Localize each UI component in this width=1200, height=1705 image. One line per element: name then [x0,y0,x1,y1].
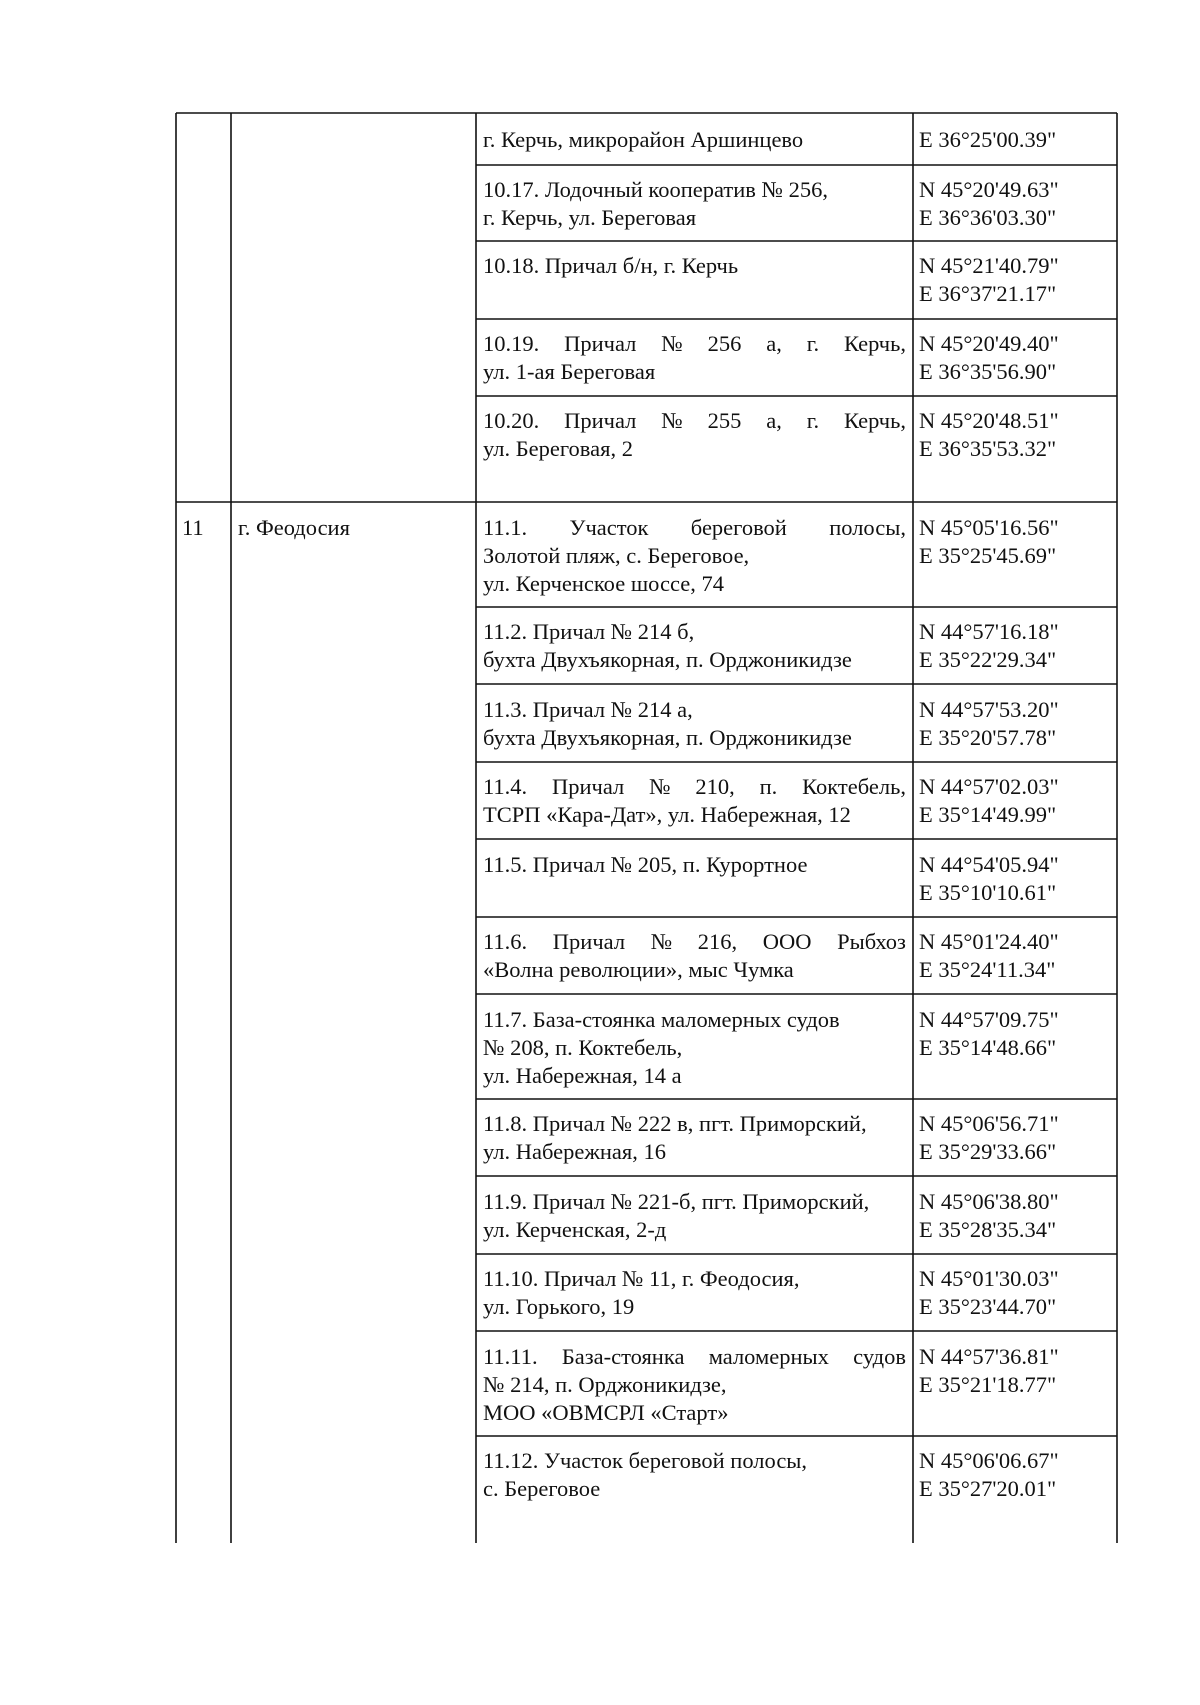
place-line: 10.18. Причал б/н, г. Керчь [483,253,739,278]
place-word: ООО [762,929,812,954]
latitude-value: N 44°57'09.75" [919,1007,1059,1032]
latitude-value: N 45°06'56.71" [919,1111,1059,1136]
place-line [483,330,906,358]
continuation-row-location [483,330,906,386]
group-row-coordinates [919,1006,1059,1062]
place-line: с. Береговое [483,1476,601,1501]
place-line [483,514,906,542]
continuation-row-coordinates [919,176,1059,232]
place-line: бухта Двухъякорная, п. Орджоникидзе [483,725,852,750]
place-word: № [649,774,671,799]
place-word: № [661,331,683,356]
place-line: ул. Горького, 19 [483,1294,635,1319]
place-line: ТСРП «Кара-Дат», ул. Набережная, 12 [483,802,851,827]
place-word: Причал [564,408,637,433]
place-line: 11.12. Участок береговой полосы, [483,1448,808,1473]
place-line: 11.2. Причал № 214 б, [483,619,695,644]
longitude-value: E 36°37'21.17" [919,281,1057,306]
place-word: Причал [552,929,626,954]
group-row-coordinates [919,773,1059,829]
place-line [483,1343,906,1371]
group-row-coordinates [919,1265,1059,1321]
continuation-row-location [483,126,906,154]
group-row-location [483,696,906,752]
group-row-location [483,1006,906,1090]
continuation-row-location [483,176,906,232]
group-row-coordinates [919,1447,1059,1503]
continuation-row-coordinates [919,407,1059,463]
latitude-value: N 45°21'40.79" [919,253,1059,278]
longitude-value: E 35°27'20.01" [919,1476,1057,1501]
longitude-value: E 35°10'10.61" [919,880,1057,905]
place-line: 10.17. Лодочный кооператив № 256, [483,177,828,202]
place-line: 11.7. База-стоянка маломерных судов [483,1007,840,1032]
place-word: № [650,929,673,954]
longitude-value: E 35°23'44.70" [919,1294,1057,1319]
place-line: 11.3. Причал № 214 а, [483,697,693,722]
longitude-value: E 35°25'45.69" [919,543,1057,568]
latitude-value: N 45°05'16.56" [919,515,1059,540]
place-line: «Волна революции», мыс Чумка [483,957,794,982]
longitude-value: E 36°36'03.30" [919,205,1057,230]
group-row-coordinates [919,696,1059,752]
place-line [483,773,906,801]
group-row-location [483,1188,906,1244]
group-row-location [483,851,906,879]
continuation-row-coordinates [919,126,1056,154]
place-line [483,928,906,956]
place-word: г. [806,408,820,433]
longitude-value: E 35°29'33.66" [919,1139,1057,1164]
group-row-location [483,1343,906,1427]
latitude-value: N 45°06'06.67" [919,1448,1059,1473]
place-line: № 214, п. Орджоникидзе, [483,1372,727,1397]
group-number: 11 [182,515,204,540]
place-line: 11.9. Причал № 221-б, пгт. Приморский, [483,1189,870,1214]
latitude-value: N 44°57'53.20" [919,697,1059,722]
latitude-value: N 45°20'49.63" [919,177,1059,202]
place-word: Керчь, [843,331,906,356]
place-word: береговой [690,515,787,540]
place-word: 210, [695,774,735,799]
place-word: Причал [552,774,625,799]
place-word: судов [853,1344,906,1369]
group-row-coordinates [919,851,1059,907]
latitude-value: N 44°57'02.03" [919,774,1059,799]
latitude-value: N 45°01'30.03" [919,1266,1059,1291]
latitude-value: N 44°54'05.94" [919,852,1059,877]
place-line: г. Керчь, микрорайон Аршинцево [483,127,804,152]
place-word: Рыбхоз [837,929,906,954]
place-line: 11.5. Причал № 205, п. Курортное [483,852,808,877]
latitude-value: N 45°20'49.40" [919,331,1059,356]
place-line: г. Керчь, ул. Береговая [483,205,697,230]
longitude-value: E 35°21'18.77" [919,1372,1057,1397]
place-word: 255 [707,408,742,433]
place-line: 11.8. Причал № 222 в, пгт. Приморский, [483,1111,867,1136]
place-word: Коктебель, [802,774,906,799]
group-row-coordinates [919,1110,1059,1166]
longitude-value: E 35°24'11.34" [919,957,1056,982]
place-word: 11.6. [483,929,528,954]
group-row-location [483,928,906,984]
place-word: 216, [697,929,738,954]
place-line: МОО «ОВМСРЛ «Старт» [483,1400,729,1425]
longitude-value: E 35°14'48.66" [919,1035,1057,1060]
place-line: № 208, п. Коктебель, [483,1035,683,1060]
place-word: 256 [707,331,742,356]
place-line: Золотой пляж, с. Береговое, [483,543,750,568]
longitude-value: E 35°14'49.99" [919,802,1057,827]
place-line: ул. Береговая, 2 [483,436,633,461]
continuation-row-location [483,407,906,463]
place-word: 11.1. [483,515,528,540]
longitude-value: E 35°28'35.34" [919,1217,1057,1242]
longitude-value: E 36°35'56.90" [919,359,1057,384]
group-row-location [483,1265,906,1321]
group-row-coordinates [919,1343,1059,1399]
place-word: Участок [569,515,649,540]
place-line: ул. 1-ая Береговая [483,359,656,384]
place-word: а, [766,408,782,433]
place-word: 10.19. [483,331,540,356]
group-row-coordinates [919,1188,1059,1244]
longitude-value: E 36°35'53.32" [919,436,1057,461]
longitude-value: E 36°25'00.39" [919,127,1057,152]
place-line: бухта Двухъякорная, п. Орджоникидзе [483,647,852,672]
place-line: ул. Керченская, 2-д [483,1217,667,1242]
continuation-row-coordinates [919,252,1059,308]
place-line: ул. Набережная, 16 [483,1139,667,1164]
continuation-row-location [483,252,906,280]
place-word: Причал [564,331,637,356]
place-word: № [661,408,683,433]
place-line: ул. Керченское шоссе, 74 [483,571,724,596]
place-word: г. [806,331,820,356]
continuation-row-coordinates [919,330,1059,386]
latitude-value: N 45°06'38.80" [919,1189,1059,1214]
group-row-location [483,1110,906,1166]
group-row-location [483,618,906,674]
latitude-value: N 44°57'36.81" [919,1344,1059,1369]
place-word: 11.11. [483,1344,538,1369]
group-row-coordinates [919,514,1059,570]
group-row-coordinates [919,928,1059,984]
latitude-value: N 45°01'24.40" [919,929,1059,954]
place-word: полосы, [829,515,906,540]
place-word: 10.20. [483,408,540,433]
group-row-location [483,773,906,829]
group-row-coordinates [919,618,1059,674]
place-line: ул. Набережная, 14 а [483,1063,682,1088]
longitude-value: E 35°22'29.34" [919,647,1057,672]
place-word: Керчь, [843,408,906,433]
place-word: п. [759,774,778,799]
group-row-location [483,1447,906,1503]
longitude-value: E 35°20'57.78" [919,725,1057,750]
place-line: 11.10. Причал № 11, г. Феодосия, [483,1266,800,1291]
place-word: маломерных [708,1344,829,1369]
group-city: г. Феодосия [238,515,350,540]
latitude-value: N 44°57'16.18" [919,619,1059,644]
place-line [483,407,906,435]
place-word: База-стоянка [561,1344,685,1369]
place-word: а, [766,331,782,356]
place-word: 11.4. [483,774,528,799]
group-row-location [483,514,906,598]
latitude-value: N 45°20'48.51" [919,408,1059,433]
